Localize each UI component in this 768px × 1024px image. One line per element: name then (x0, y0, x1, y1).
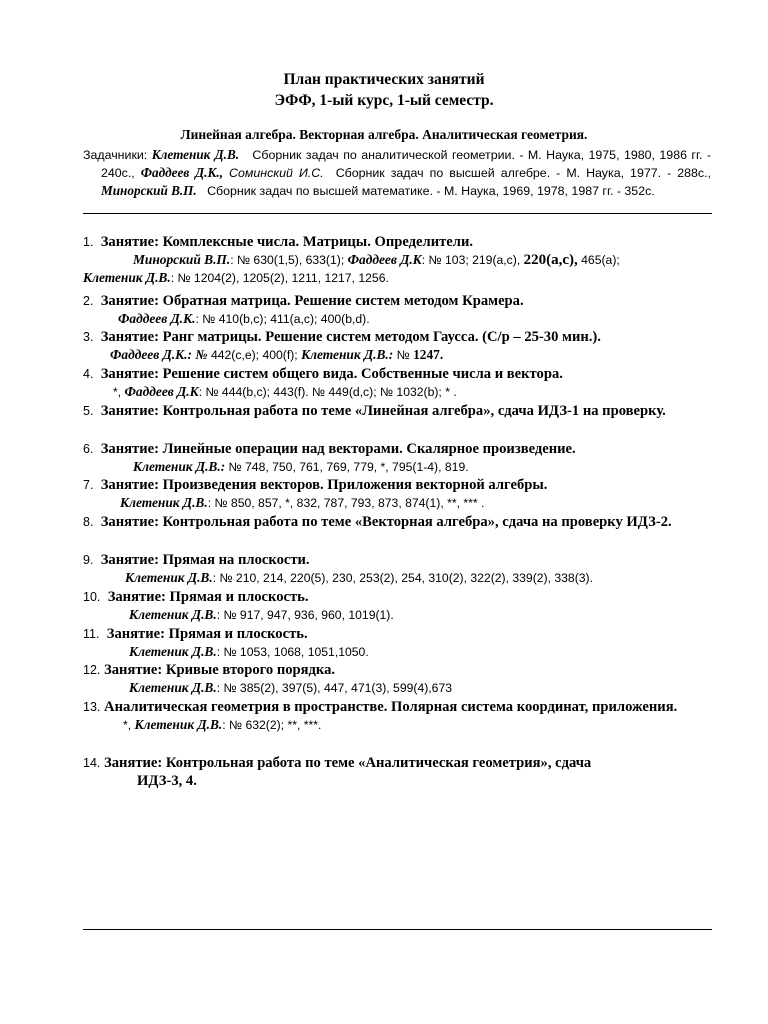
ref-numbers: № 748, 750, 761, 769, 779, *, 795(1-4), 819. (228, 460, 469, 474)
ref-numbers: : № 385(2), 397(5), 447, 471(3), 599(4),673 (216, 681, 452, 695)
ref-numbers: : № 103; 219(а,с), (421, 253, 521, 267)
lesson-title: Занятие: Кривые второго порядка. (104, 662, 336, 678)
author-minorsky: Минорский В.П. (101, 183, 197, 199)
ref-numbers: № (396, 348, 410, 362)
lesson-title-continued: ИДЗ-3, 4. (137, 773, 197, 789)
ref-author: Фаддеев Д.К (124, 384, 199, 399)
lesson-number: 1. (83, 235, 94, 249)
page-subtitle: Линейная алгебра. Векторная алгебра. Аналитическая геометрия. (180, 127, 588, 142)
book-title-minorsky: Сборник задач по высшей математике. - М. Наука, 1969, 1978, 1987 гг. - 352с. (207, 184, 655, 199)
lesson-number: 7. (83, 478, 94, 492)
ref-numbers: 465(а); (581, 253, 620, 267)
lesson-11 (83, 625, 715, 661)
ref-marker: *, (113, 385, 122, 399)
lesson-number: 4. (83, 367, 94, 381)
book-title-faddeev: Сборник задач по высшей алгебре. - М. Наука, 1977. - 288с., (335, 166, 711, 181)
lesson-number: 8. (83, 515, 94, 529)
book-title-kletenik: Сборник задач по аналитической геометрии. - М. Наука, 1975, 1980, 1986 гг. - 240с., (101, 148, 711, 181)
ref-marker: *, (123, 718, 132, 732)
lesson-5 (83, 402, 715, 420)
ref-author: Клетеник Д.В. (129, 607, 217, 622)
lesson-4 (83, 365, 715, 401)
page-title-course: ЭФФ, 1-ый курс, 1-ый семестр. (274, 92, 494, 109)
lesson-number: 2. (83, 294, 94, 308)
ref-author: Клетеник Д.В. (129, 644, 217, 659)
lesson-number: 13. (83, 700, 101, 714)
ref-numbers-highlight: 220(а,с), (523, 252, 578, 268)
lesson-7 (83, 476, 715, 512)
lesson-12 (83, 661, 715, 697)
lesson-problems (125, 569, 757, 587)
author-sominsky: Соминский И.С. (229, 166, 324, 181)
lesson-title: Занятие: Произведения векторов. Приложения векторной алгебры. (100, 477, 548, 493)
lesson-title: Занятие: Контрольная работа по теме «Линейная алгебра», сдача ИДЗ-1 на проверку. (100, 403, 666, 419)
lesson-3 (83, 328, 715, 364)
ref-numbers: : № 632(2); **, ***. (222, 718, 322, 732)
lesson-title: Занятие: Прямая и плоскость. (107, 589, 309, 605)
page-title: План практических занятий (283, 71, 485, 88)
lesson-title: Занятие: Прямая на плоскости. (100, 552, 310, 568)
ref-numbers: : № 444(b,c); 443(f). № 449(d,c); № 1032(b); * . (198, 385, 457, 399)
lesson-problems (133, 458, 765, 476)
ref-author: Клетеник Д.В.: (301, 347, 394, 362)
ref-numbers: : № 850, 857, *, 832, 787, 793, 873, 874(1), **, *** . (207, 496, 485, 510)
ref-author: Минорский В.П. (133, 252, 231, 267)
lesson-number: 6. (83, 442, 94, 456)
author-faddeev: Фаддеев Д.К., (140, 165, 224, 181)
lesson-14 (83, 754, 715, 790)
lesson-problems (118, 310, 750, 328)
ref-numbers: : № 410(b,c); 411(a,c); 400(b,d). (195, 312, 370, 326)
lesson-problems (129, 679, 761, 697)
lesson-number: 3. (83, 330, 94, 344)
ref-author: Фаддеев Д.К.: № (110, 347, 208, 362)
lesson-title: Занятие: Прямая и плоскость. (106, 626, 308, 642)
ref-author: Клетеник Д.В. (120, 495, 208, 510)
ref-author: Клетеник Д.В.: (133, 459, 226, 474)
lesson-problems (110, 346, 742, 364)
ref-numbers: : № 917, 947, 936, 960, 1019(1). (216, 608, 394, 622)
lesson-problems (133, 251, 765, 269)
ref-numbers: 1247. (413, 347, 444, 362)
ref-author: Клетеник Д.В. (134, 717, 223, 732)
lesson-2 (83, 292, 715, 328)
textbooks-paragraph (83, 146, 711, 201)
ref-numbers: : № 630(1,5), 633(1); (230, 253, 345, 267)
lesson-1 (83, 233, 715, 287)
lesson-title: Занятие: Комплексные числа. Матрицы. Определители. (100, 234, 474, 250)
lesson-number: 14. (83, 756, 101, 770)
lesson-9 (83, 551, 715, 587)
lesson-title: Занятие: Обратная матрица. Решение систем методом Крамера. (100, 293, 524, 309)
ref-numbers: : № 1204(2), 1205(2), 1211, 1217, 1256. (170, 271, 389, 285)
ref-numbers: 442(c,e); 400(f); (210, 348, 298, 362)
lesson-problems (113, 383, 745, 401)
header-divider (83, 213, 712, 214)
lesson-number: 11. (83, 627, 100, 641)
lesson-problems-2 (83, 269, 715, 287)
lesson-number: 12. (83, 663, 101, 677)
lesson-problems (129, 606, 761, 624)
lesson-10 (83, 588, 715, 624)
lesson-number: 10. (83, 590, 101, 604)
lesson-problems (120, 494, 752, 512)
lesson-6 (83, 440, 715, 476)
lesson-title: Занятие: Контрольная работа по теме «Аналитическая геометрия», сдача (104, 755, 592, 771)
lesson-problems (129, 643, 761, 661)
lesson-number: 9. (83, 553, 94, 567)
lesson-title: Занятие: Линейные операции над векторами. Скалярное произведение. (100, 441, 576, 457)
textbooks-block (83, 146, 711, 201)
footer-divider (83, 929, 712, 930)
lesson-title: Занятие: Решение систем общего вида. Собственные числа и вектора. (100, 366, 563, 382)
textbooks-label: Задачники: (83, 148, 148, 162)
ref-author: Фаддеев Д.К (347, 252, 422, 267)
ref-author: Клетеник Д.В. (125, 570, 213, 585)
lesson-problems (123, 716, 755, 734)
ref-author: Клетеник Д.В. (129, 680, 217, 695)
lesson-title: Занятие: Ранг матрицы. Решение систем методом Гаусса. (С/р – 25-30 мин.). (100, 329, 601, 345)
lesson-13 (83, 698, 715, 734)
author-kletenik: Клетеник Д.В. (151, 147, 240, 162)
lesson-title: Аналитическая геометрия в пространстве. Полярная система координат, приложения. (104, 699, 678, 715)
ref-numbers: : № 1053, 1068, 1051,1050. (216, 645, 369, 659)
ref-author: Клетеник Д.В. (83, 270, 171, 285)
lesson-8 (83, 513, 715, 531)
ref-author: Фаддеев Д.К. (118, 311, 196, 326)
lesson-title: Занятие: Контрольная работа по теме «Векторная алгебра», сдача на проверку ИДЗ-2. (100, 514, 672, 530)
lesson-number: 5. (83, 404, 94, 418)
ref-numbers: : № 210, 214, 220(5), 230, 253(2), 254, 310(2), 322(2), 339(2), 338(3). (212, 571, 593, 585)
